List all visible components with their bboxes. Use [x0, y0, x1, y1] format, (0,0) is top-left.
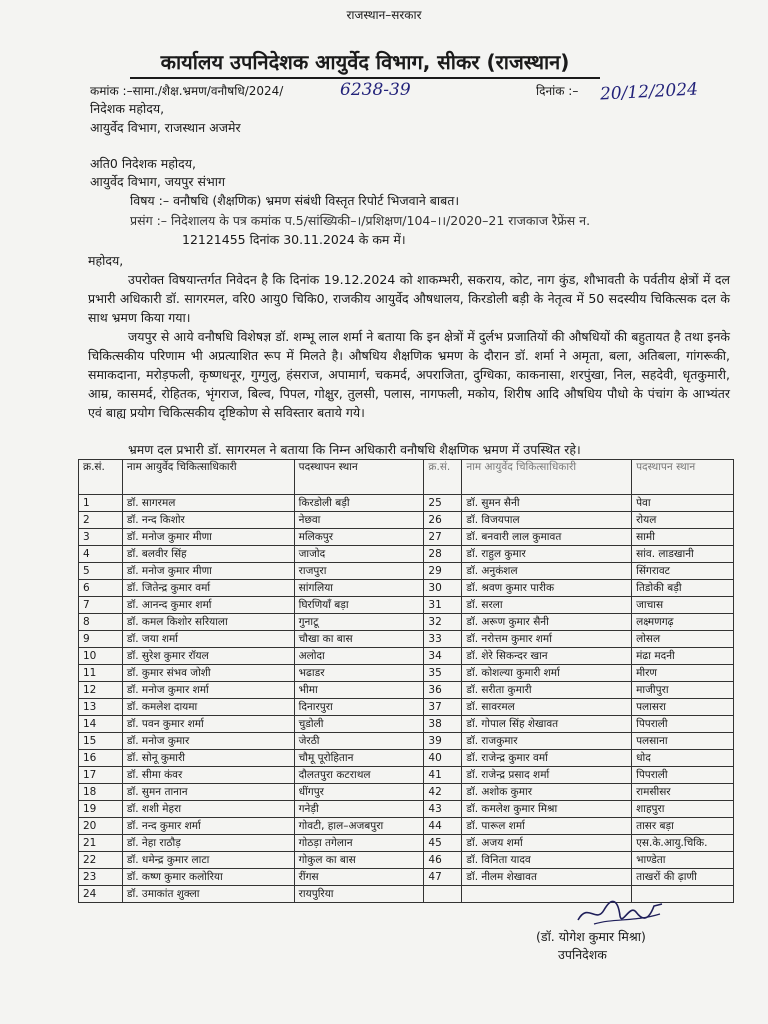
table-row [79, 682, 734, 699]
cell-name-left: डॉ. सुरेश कुमार रॉयल [122, 648, 294, 665]
header-name-left: नाम आयुर्वेद चिकित्साधिकारी [122, 460, 294, 495]
cell-serial-right: 43 [424, 801, 462, 818]
cell-posting-left: गोकुल का बास [294, 852, 424, 869]
cell-serial-right: 47 [424, 869, 462, 886]
reference-number-handwritten: 6238-39 [340, 80, 411, 100]
cell-posting-left: चौखा का बास [294, 631, 424, 648]
cell-posting-left: किरडोली बड़ी [294, 495, 424, 512]
officers-table-body [79, 495, 734, 903]
cell-name-right: डॉ. शेरे सिकन्दर खान [462, 648, 632, 665]
cell-posting-left: जेरठी [294, 733, 424, 750]
officers-table [78, 459, 734, 903]
body-paragraph-3: भ्रमण दल प्रभारी डॉ. सागरमल ने बताया कि निम्न अधिकारी वनौषधि शैक्षणिक भ्रमण में उपस्थित रहे। [128, 442, 581, 457]
cell-posting-left: रायपुरिया [294, 886, 424, 903]
cell-serial-left: 22 [79, 852, 123, 869]
table-row [79, 716, 734, 733]
cell-posting-right: पलासरा [632, 699, 734, 716]
cell-name-right: डॉ. श्रवण कुमार पारीक [462, 580, 632, 597]
table-row [79, 580, 734, 597]
cell-posting-left: मलिकपुर [294, 529, 424, 546]
table-row [79, 784, 734, 801]
cell-posting-right: सांव. लाडखानी [632, 546, 734, 563]
cell-name-left: डॉ. नेहा राठौड़ [122, 835, 294, 852]
cell-serial-left: 12 [79, 682, 123, 699]
reference-prefix: कमांक :–सामा./शैक्ष.भ्रमण/वनौषधि/2024/ [90, 84, 284, 98]
cell-posting-left: जाजोद [294, 546, 424, 563]
cell-posting-right: लोसल [632, 631, 734, 648]
cell-name-right: डॉ. अरूण कुमार सैनी [462, 614, 632, 631]
table-row [79, 631, 734, 648]
cell-name-left: डॉ. बलवीर सिंह [122, 546, 294, 563]
cell-serial-left: 17 [79, 767, 123, 784]
cell-name-left: डॉ. सोनू कुमारी [122, 750, 294, 767]
cell-serial-left: 8 [79, 614, 123, 631]
cell-posting-left: भीमा [294, 682, 424, 699]
cell-name-right: डॉ. सरला [462, 597, 632, 614]
recipient-line-3: अति0 निदेशक महोदय, [90, 156, 196, 171]
cell-serial-left: 24 [79, 886, 123, 903]
cell-serial-left: 11 [79, 665, 123, 682]
header-serial-right: क्र.सं. [424, 460, 462, 495]
cell-posting-right: तिडोकी बड़ी [632, 580, 734, 597]
cell-posting-right: तासर बड़ा [632, 818, 734, 835]
cell-name-right: डॉ. अनुकंशल [462, 563, 632, 580]
cell-posting-left: चौमू पूरोहितान [294, 750, 424, 767]
table-row [79, 529, 734, 546]
body-paragraph-2: जयपुर से आये वनौषधि विशेषज्ञ डॉ. शम्भू लाल शर्मा ने बताया कि इन क्षेत्रों में दुर्लभ प्रजातियों की औषधियों की बहुतायत है तथा इनके चिकित्सकीय परिणाम भी अप्रत्याशित रूप में मिलते है। औषधिय शैक्षणिक भ्रमण के दौरान डॉ. शर्मा ने अमृता, बला, अतिबला, गांगरूकी, समाकदाना, मरोड़फली, कृष्णधनूर, गुग्गुलु, हंसराज, अपामार्ग, चकमर्द, अपराजिता, दुग्धिका, काकनासा, शरपुंखा, निल, सहदेवी, धृतकुमारी, आम्र, कासमर्द, रोहितक, भृंगराज, बिल्व, पिपल, गोक्षुर, तुलसी, पलास, नागफली, मकोय, शिरीष आदि औषधिय पौधो के पंचांग के आभ्यंतर एवं बाह्य प्रयोग चिकित्सकीय दृष्टिकोण से सविस्तार बताये गये। [88, 329, 730, 420]
cell-posting-left: धींगपुर [294, 784, 424, 801]
recipient-line-2: आयुर्वेद विभाग, राजस्थान अजमेर [90, 120, 241, 135]
cell-serial-right: 35 [424, 665, 462, 682]
cell-posting-right: रामसीसर [632, 784, 734, 801]
cell-name-right: डॉ. अजय शर्मा [462, 835, 632, 852]
date-label: दिनांक :– [536, 84, 579, 98]
table-row [79, 563, 734, 580]
cell-posting-right: माजीपुरा [632, 682, 734, 699]
cell-posting-left: दिनारपुरा [294, 699, 424, 716]
cell-posting-left: रींगस [294, 869, 424, 886]
cell-serial-right: 26 [424, 512, 462, 529]
cell-name-left: डॉ. मनोज कुमार मीणा [122, 563, 294, 580]
cell-name-left: डॉ. उमाकांत शुक्ला [122, 886, 294, 903]
cell-name-left: डॉ. कष्ण कुमार कलोरिया [122, 869, 294, 886]
cell-serial-right: 33 [424, 631, 462, 648]
cell-serial-right: 28 [424, 546, 462, 563]
government-heading: राजस्थान–सरकार [346, 8, 422, 22]
recipient-line-4: आयुर्वेद विभाग, जयपुर संभाग [90, 174, 226, 189]
table-row [79, 546, 734, 563]
cell-posting-right: सिंगरावट [632, 563, 734, 580]
office-title: कार्यालय उपनिदेशक आयुर्वेद विभाग, सीकर (राजस्थान) [130, 48, 600, 79]
recipient-line-1: निदेशक महोदय, [90, 101, 165, 116]
cell-name-right: डॉ. राजेन्द्र प्रसाद शर्मा [462, 767, 632, 784]
cell-name-left: डॉ. नन्द कुमार शर्मा [122, 818, 294, 835]
cell-serial-left: 9 [79, 631, 123, 648]
cell-name-left: डॉ. नन्द किशोर [122, 512, 294, 529]
cell-name-left: डॉ. मनोज कुमार मीणा [122, 529, 294, 546]
salutation: महोदय, [88, 253, 124, 268]
table-row [79, 665, 734, 682]
cell-serial-left: 4 [79, 546, 123, 563]
cell-serial-left: 14 [79, 716, 123, 733]
cell-posting-right: ताखरों की ढ़ाणी [632, 869, 734, 886]
cell-serial-left: 1 [79, 495, 123, 512]
cell-name-right: डॉ. नीलम शेखावत [462, 869, 632, 886]
cell-posting-right: सामी [632, 529, 734, 546]
reference-line-2: 12121455 दिनांक 30.11.2024 के कम में। [182, 232, 406, 247]
cell-name-left: डॉ. आनन्द कुमार शर्मा [122, 597, 294, 614]
cell-name-left: डॉ. सुमन तानान [122, 784, 294, 801]
cell-name-right: डॉ. कोशल्या कुमारी शर्मा [462, 665, 632, 682]
table-row [79, 495, 734, 512]
table-row [79, 835, 734, 852]
header-posting-left: पदस्थापन स्थान [294, 460, 424, 495]
cell-serial-left: 5 [79, 563, 123, 580]
cell-posting-right: रोयल [632, 512, 734, 529]
signatory-name: (डॉ. योगेश कुमार मिश्रा) [536, 929, 646, 944]
cell-name-right: डॉ. पारूल शर्मा [462, 818, 632, 835]
cell-name-right: डॉ. गोपाल सिंह शेखावत [462, 716, 632, 733]
table-header-row [79, 460, 734, 495]
cell-posting-right: पेवा [632, 495, 734, 512]
cell-name-left: डॉ. कमलेश दायमा [122, 699, 294, 716]
cell-serial-right: 30 [424, 580, 462, 597]
cell-serial-right: 38 [424, 716, 462, 733]
table-row [79, 767, 734, 784]
signatory-designation: उपनिदेशक [558, 947, 607, 962]
cell-name-right: डॉ. अशोक कुमार [462, 784, 632, 801]
table-row [79, 614, 734, 631]
cell-posting-left: गोवटी, हाल–अजबपुरा [294, 818, 424, 835]
cell-name-right: डॉ. राजेन्द्र कुमार वर्मा [462, 750, 632, 767]
cell-serial-right: 27 [424, 529, 462, 546]
cell-posting-left: नेछवा [294, 512, 424, 529]
header-serial-left: क्र.सं. [79, 460, 123, 495]
cell-name-right: डॉ. सरीता कुमारी [462, 682, 632, 699]
cell-serial-right [424, 886, 462, 903]
cell-posting-left: भढाडर [294, 665, 424, 682]
cell-serial-left: 16 [79, 750, 123, 767]
cell-serial-right: 25 [424, 495, 462, 512]
cell-name-left: डॉ. मनोज कुमार [122, 733, 294, 750]
cell-serial-left: 19 [79, 801, 123, 818]
cell-posting-right: मंढा मदनी [632, 648, 734, 665]
cell-name-left: डॉ. जितेन्द्र कुमार वर्मा [122, 580, 294, 597]
cell-name-left: डॉ. कुमार संभव जोशी [122, 665, 294, 682]
body-paragraph-1: उपरोक्त विषयान्तर्गत निवेदन है कि दिनांक 19.12.2024 को शाकम्भरी, सकराय, कोट, नाग कुंड, शौभावती के पर्वतीय क्षेत्रों में दल प्रभारी अधिकारी डॉ. सागरमल, वरि0 आयु0 चिकि0, राजकीय आयुर्वेद औषधालय, किरडोली बड़ी के नेतृत्व में 50 सदस्यीय चिकित्सक दल के साथ भ्रमण किया गया। [88, 272, 730, 325]
cell-name-right: डॉ. सावरमल [462, 699, 632, 716]
table-row [79, 801, 734, 818]
cell-serial-left: 10 [79, 648, 123, 665]
cell-serial-left: 6 [79, 580, 123, 597]
table-row [79, 852, 734, 869]
cell-name-right: डॉ. कमलेश कुमार मिश्रा [462, 801, 632, 818]
table-row [79, 869, 734, 886]
cell-serial-right: 34 [424, 648, 462, 665]
cell-serial-right: 44 [424, 818, 462, 835]
cell-posting-left: गोठड़ा तगेलान [294, 835, 424, 852]
cell-posting-left: सांगलिया [294, 580, 424, 597]
cell-serial-right: 40 [424, 750, 462, 767]
cell-serial-right: 32 [424, 614, 462, 631]
cell-name-right: डॉ. सुमन सैनी [462, 495, 632, 512]
cell-name-right: डॉ. बनवारी लाल कुमावत [462, 529, 632, 546]
cell-serial-left: 20 [79, 818, 123, 835]
cell-posting-right: मीरण [632, 665, 734, 682]
cell-name-right: डॉ. राहुल कुमार [462, 546, 632, 563]
cell-posting-left: गनेड़ी [294, 801, 424, 818]
cell-posting-right: पिपराली [632, 716, 734, 733]
cell-serial-right: 42 [424, 784, 462, 801]
cell-serial-right: 41 [424, 767, 462, 784]
subject-line: विषय :– वनौषधि (शैक्षणिक) भ्रमण संबंधी विस्तृत रिपोर्ट भिजवाने बाबत। [130, 193, 460, 208]
date-handwritten: 20/12/2024 [599, 79, 699, 105]
cell-serial-right: 36 [424, 682, 462, 699]
cell-posting-right: पलसाना [632, 733, 734, 750]
cell-posting-left: राजपुरा [294, 563, 424, 580]
cell-serial-left: 2 [79, 512, 123, 529]
table-row [79, 597, 734, 614]
cell-name-left: डॉ. कमल किशोर सरियाला [122, 614, 294, 631]
cell-serial-right: 45 [424, 835, 462, 852]
header-posting-right: पदस्थापन स्थान [632, 460, 734, 495]
cell-serial-left: 7 [79, 597, 123, 614]
cell-name-left: डॉ. सीमा कंवर [122, 767, 294, 784]
cell-serial-left: 23 [79, 869, 123, 886]
header-name-right: नाम आयुर्वेद चिकित्साधिकारी [462, 460, 632, 495]
cell-serial-left: 13 [79, 699, 123, 716]
reference-line-1: प्रसंग :– निदेशालय के पत्र कमांक प.5/सांख्यिकी–।/प्रशिक्षण/104–।।/2020–21 राजकाज रैफ्रेंस न. [130, 213, 591, 228]
cell-name-right: डॉ. नरोत्तम कुमार शर्मा [462, 631, 632, 648]
cell-posting-left: घिरणियाँ बड़ा [294, 597, 424, 614]
table-row [79, 699, 734, 716]
cell-name-right: डॉ. राजकुमार [462, 733, 632, 750]
table-row [79, 818, 734, 835]
cell-serial-right: 46 [424, 852, 462, 869]
signature-mark [574, 896, 666, 930]
cell-posting-left: दौलतपुरा कटराथल [294, 767, 424, 784]
cell-posting-left: गुनाटू [294, 614, 424, 631]
cell-serial-right: 37 [424, 699, 462, 716]
table-row [79, 750, 734, 767]
table-row [79, 648, 734, 665]
cell-serial-left: 3 [79, 529, 123, 546]
cell-posting-right: धोद [632, 750, 734, 767]
cell-name-right: डॉ. विनिता यादव [462, 852, 632, 869]
cell-posting-left: अलोदा [294, 648, 424, 665]
cell-name-right: डॉ. विजयपाल [462, 512, 632, 529]
table-row [79, 512, 734, 529]
cell-serial-right: 31 [424, 597, 462, 614]
cell-name-left: डॉ. धमेन्द्र कुमार लाटा [122, 852, 294, 869]
cell-name-left: डॉ. मनोज कुमार शर्मा [122, 682, 294, 699]
cell-serial-right: 29 [424, 563, 462, 580]
cell-posting-right: जाचास [632, 597, 734, 614]
cell-posting-right: शाहपुरा [632, 801, 734, 818]
cell-name-left: डॉ. शशी मेहरा [122, 801, 294, 818]
cell-name-left: डॉ. पवन कुमार शर्मा [122, 716, 294, 733]
cell-serial-left: 18 [79, 784, 123, 801]
cell-posting-right: एस.के.आयु.चिकि. [632, 835, 734, 852]
cell-posting-right: भाण्डेता [632, 852, 734, 869]
cell-posting-right: लक्ष्मणगढ़ [632, 614, 734, 631]
cell-posting-right: पिपराली [632, 767, 734, 784]
cell-name-left: डॉ. सागरमल [122, 495, 294, 512]
cell-posting-left: चुडोली [294, 716, 424, 733]
cell-serial-left: 15 [79, 733, 123, 750]
table-row [79, 733, 734, 750]
cell-name-left: डॉ. जया शर्मा [122, 631, 294, 648]
cell-serial-right: 39 [424, 733, 462, 750]
cell-serial-left: 21 [79, 835, 123, 852]
